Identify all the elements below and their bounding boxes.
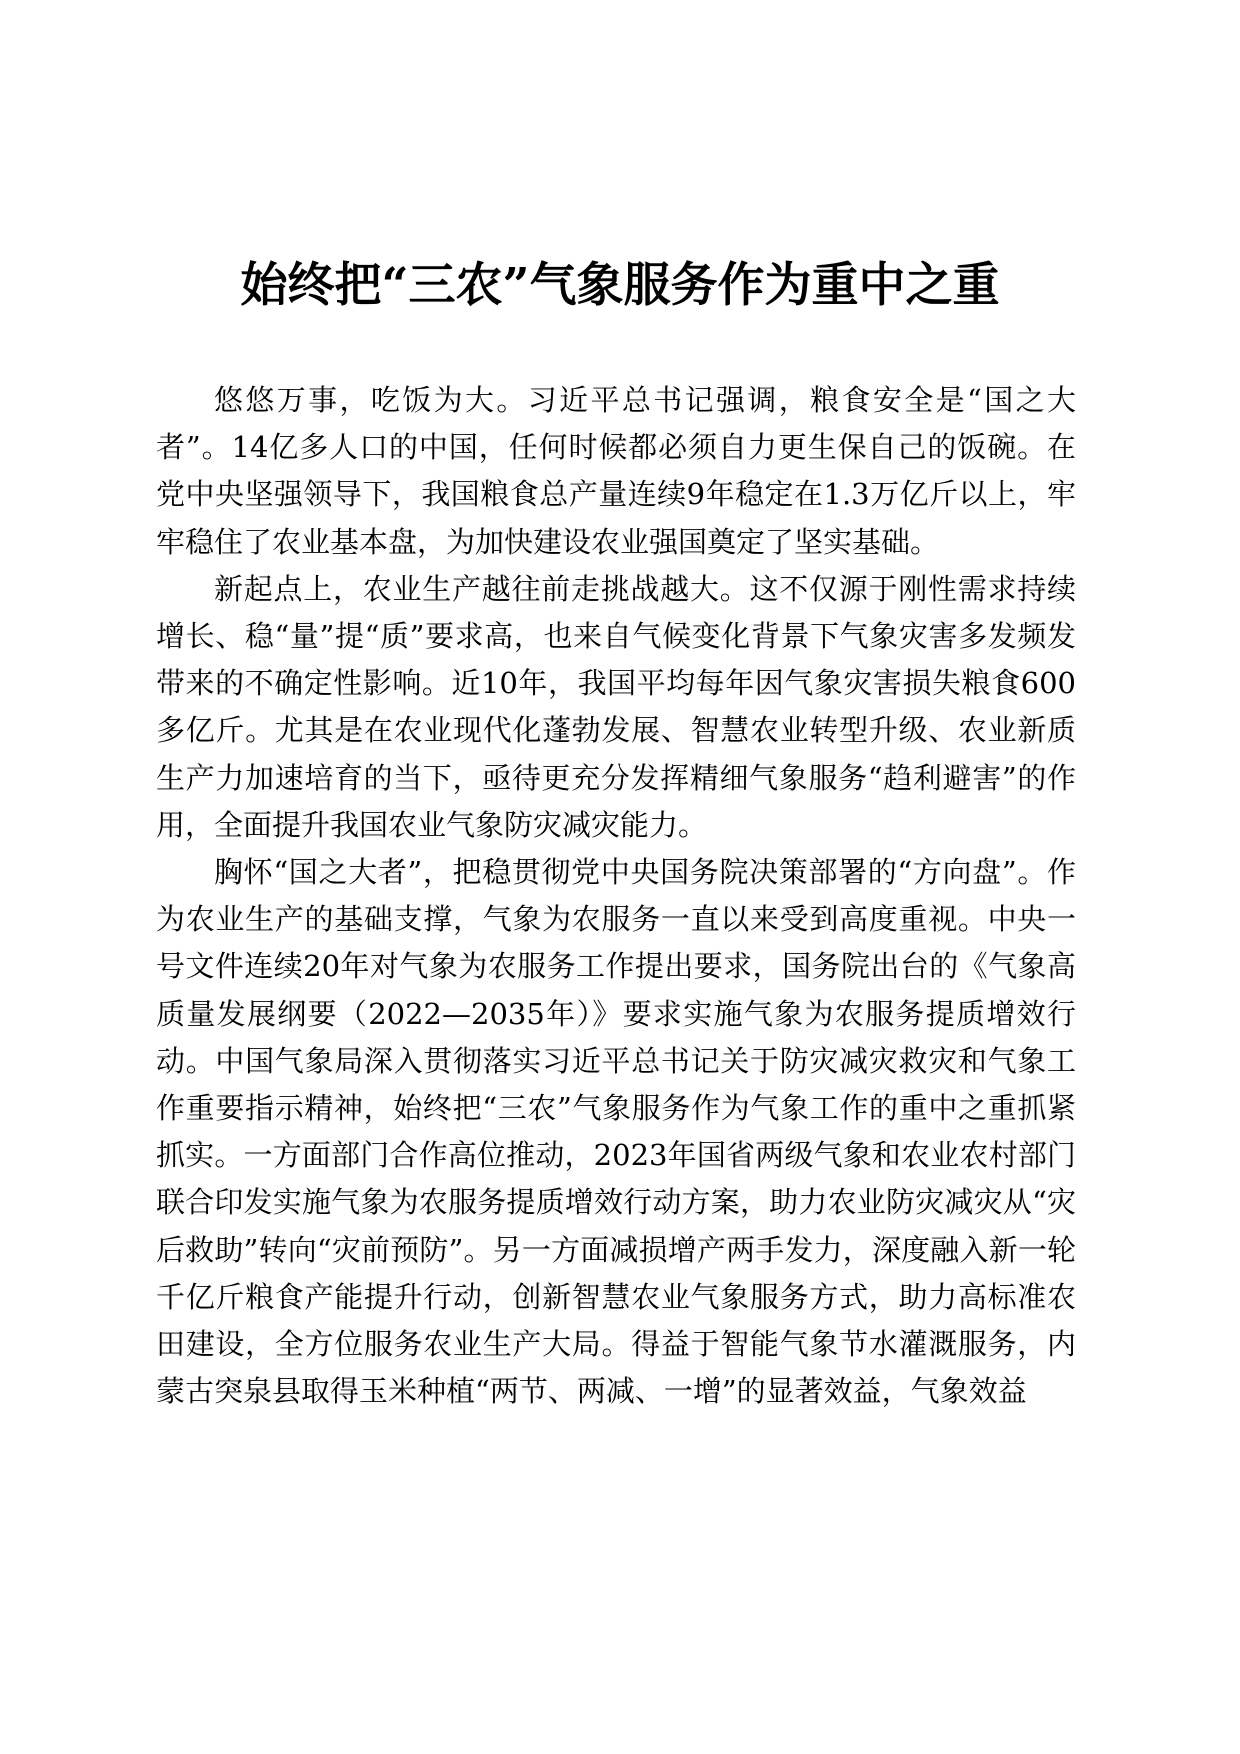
paragraph-2: 新起点上，农业生产越往前走挑战越大。这不仅源于刚性需求持续增长、稳“量”提“质”要求高，也来自气候变化背景下气象灾害多发频发带来的不确定性影响。近10年，我国平均每年因气象灾害损失粮食600多亿斤。尤其是在农业现代化蓬勃发展、智慧农业转型升级、农业新质生产力加速培育的当下，亟待更充分发挥精细气象服务“趋利避害”的作用，全面提升我国农业气象防灾减灾能力。 <box>156 571 1076 842</box>
paragraph-3: 胸怀“国之大者”，把稳贯彻党中央国务院决策部署的“方向盘”。作为农业生产的基础支撑，气象为农服务一直以来受到高度重视。中央一号文件连续20年对气象为农服务工作提出要求，国务院出台的《气象高质量发展纲要（2022—2035年）》要求实施气象为农服务提质增效行动。中国气象局深入贯彻落实习近平总书记关于防灾减灾救灾和气象工作重要指示精神，始终把“三农”气象服务作为气象工作的重中之重抓紧抓实。一方面部门合作高位推动，2023年国省两级气象和农业农村部门联合印发实施气象为农服务提质增效行动方案，助力农业防灾减灾从“灾后救助”转向“灾前预防”。另一方面减损增产两手发力，深度融入新一轮千亿斤粮食产能提升行动，创新智慧农业气象服务方式，助力高标准农田建设，全方位服务农业生产大局。得益于智能气象节水灌溉服务，内蒙古突泉县取得玉米种植“两节、两减、一增”的显著效益，气象效益 <box>156 855 1076 1409</box>
document-title: 始终把“三农”气象服务作为重中之重 <box>240 258 1000 313</box>
paragraph-1: 悠悠万事，吃饭为大。习近平总书记强调，粮食安全是“国之大者”。14亿多人口的中国，任何时候都必须自力更生保自己的饭碗。在党中央坚强领导下，我国粮食总产量连续9年稳定在1.3万亿斤以上，牢牢稳住了农业基本盘，为加快建设农业强国奠定了坚实基础。 <box>156 383 1076 559</box>
document-body <box>156 377 1076 1415</box>
